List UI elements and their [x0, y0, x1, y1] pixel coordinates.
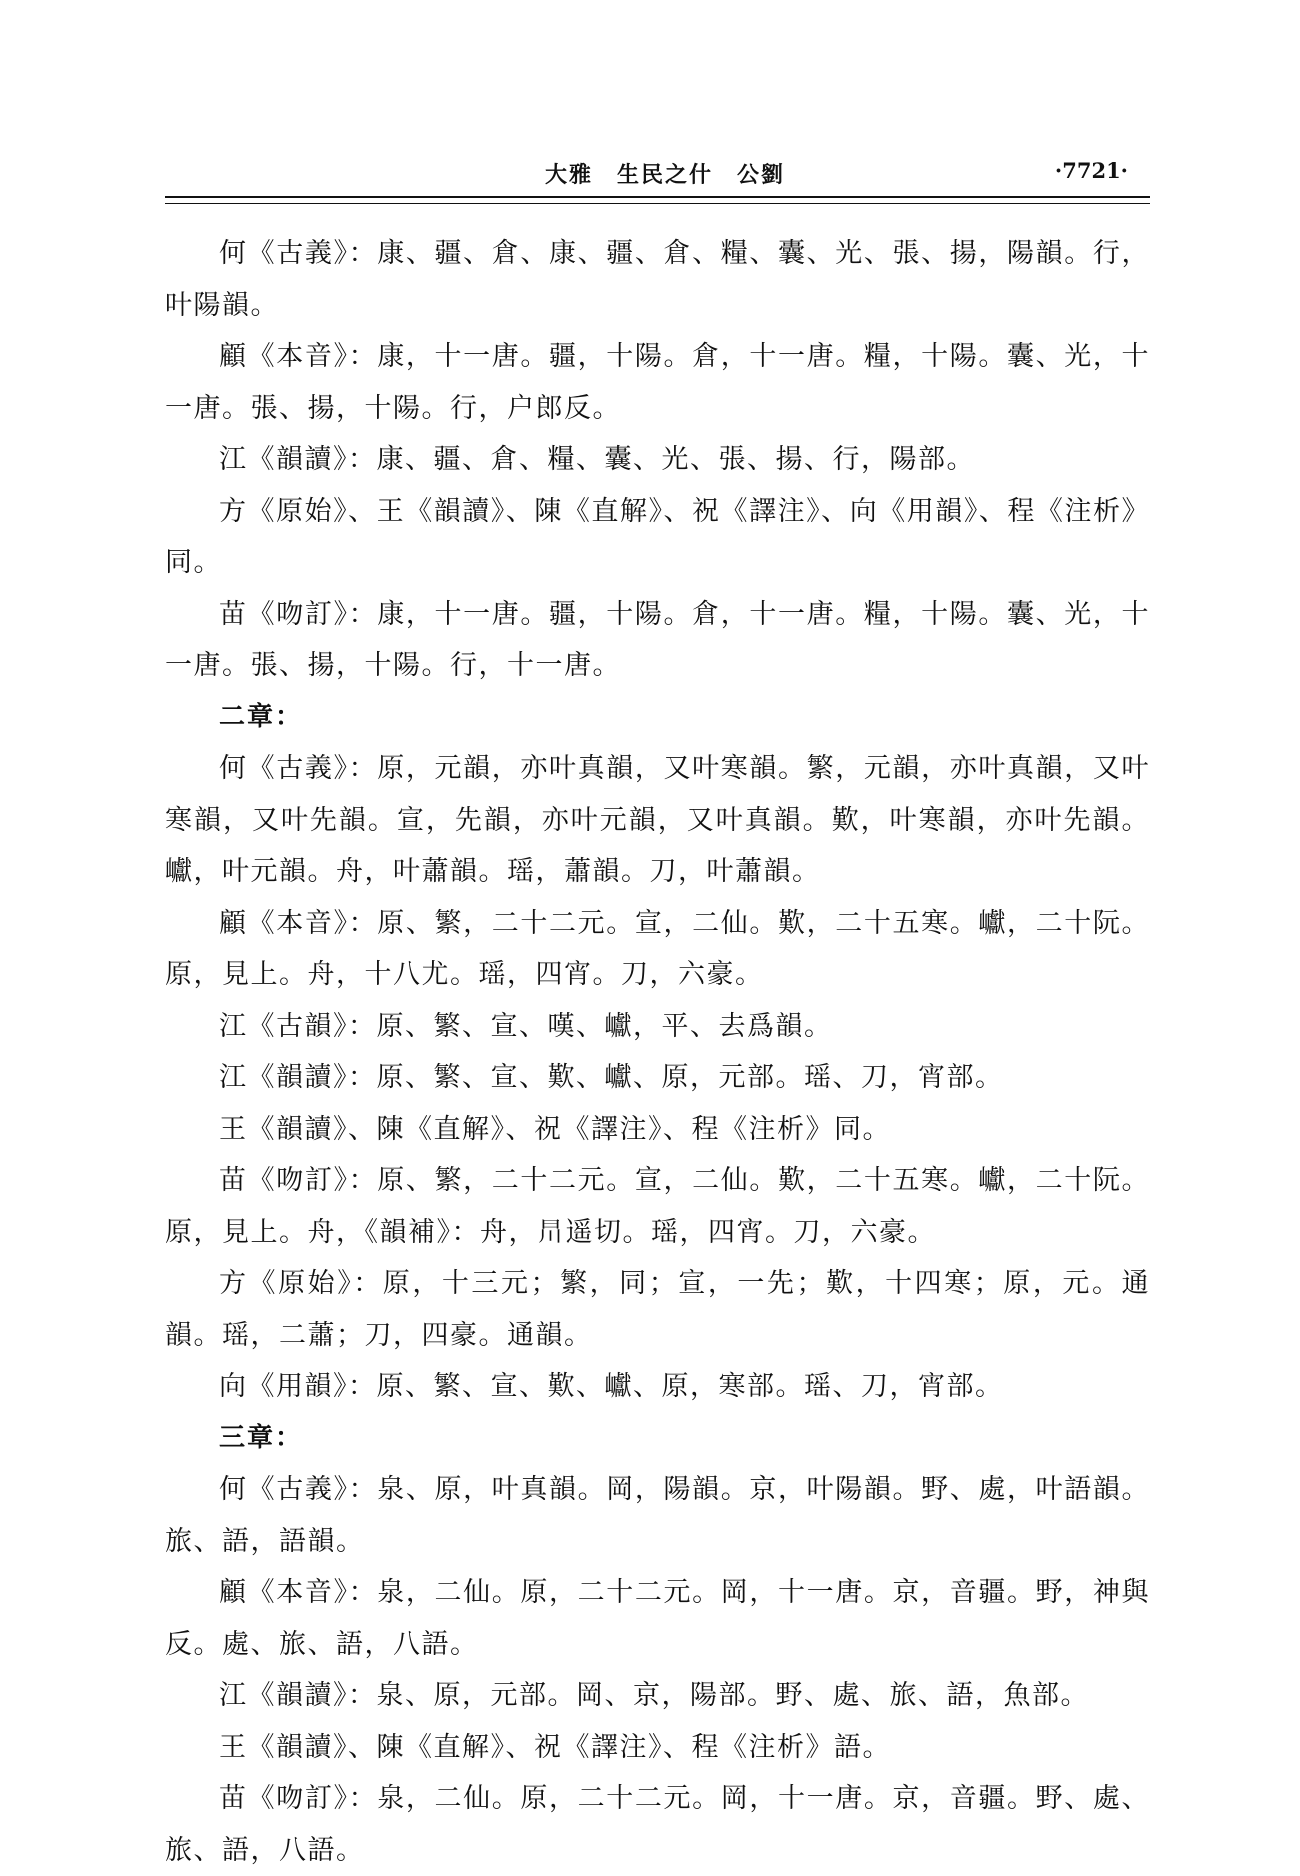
paragraph: 苗《吻訂》：原、繁，二十二元。宣，二仙。歎，二十五寒。巘，二十阮。原，見上。舟，《韻補》：舟，𣅕遥切。瑶，四宵。刀，六豪。 [165, 1165, 1150, 1248]
paragraph: 顧《本音》：泉，二仙。原，二十二元。岡，十一唐。京，音疆。野，神與反。處、旅、語，八語。 [165, 1577, 1150, 1660]
header-rule-thin [165, 203, 1150, 204]
paragraph: 苗《吻訂》：康，十一唐。疆，十陽。倉，十一唐。糧，十陽。囊、光，十一唐。張、揚，十陽。行，十一唐。 [165, 598, 1150, 681]
section-heading: 三章： [219, 1422, 304, 1453]
paragraph: 何《古義》：泉、原，叶真韻。岡，陽韻。京，叶陽韻。野、處，叶語韻。旅、語，語韻。 [165, 1474, 1150, 1557]
paragraph: 向《用韻》：原、繁、宣、歎、巘、原，寒部。瑶、刀，宵部。 [219, 1371, 1004, 1402]
paragraph: 王《韻讀》、陳《直解》、祝《譯注》、程《注析》語。 [219, 1731, 891, 1763]
page-body [165, 228, 1150, 1876]
header-rule [165, 196, 1150, 198]
paragraph: 方《原始》、王《韻讀》、陳《直解》、祝《譯注》、向《用韻》、程《注析》同。 [165, 495, 1150, 578]
running-head: 大雅 生民之什 公劉 [545, 162, 786, 188]
paragraph: 顧《本音》：原、繁，二十二元。宣，二仙。歎，二十五寒。巘，二十阮。原，見上。舟，十八尤。瑶，四宵。刀，六豪。 [165, 907, 1150, 990]
paragraph: 何《古義》：原，元韻，亦叶真韻，又叶寒韻。繁，元韻，亦叶真韻，又叶寒韻，又叶先韻。宣，先韻，亦叶元韻，又叶真韻。歎，叶寒韻，亦叶先韻。巘，叶元韻。舟，叶蕭韻。瑶，蕭韻。刀，叶蕭韻。 [165, 753, 1150, 887]
paragraph: 江《韻讀》：康、疆、倉、糧、囊、光、張、揚、行，陽部。 [219, 444, 975, 475]
paragraph: 方《原始》：原，十三元；繁，同；宣，一先；歎，十四寒；原，元。通韻。瑶，二蕭；刀，四豪。通韻。 [165, 1268, 1150, 1351]
section-heading: 二章： [219, 701, 304, 732]
paragraph: 江《韻讀》：原、繁、宣、歎、巘、原，元部。瑶、刀，宵部。 [219, 1062, 1004, 1093]
paragraph: 何《古義》：康、疆、倉、康、疆、倉、糧、囊、光、張、揚，陽韻。行，叶陽韻。 [165, 238, 1150, 321]
paragraph: 江《韻讀》：泉、原，元部。岡、京，陽部。野、處、旅、語，魚部。 [219, 1680, 1089, 1711]
paragraph: 顧《本音》：康，十一唐。疆，十陽。倉，十一唐。糧，十陽。囊、光，十一唐。張、揚，十陽。行，户郎反。 [165, 341, 1150, 424]
paragraph: 王《韻讀》、陳《直解》、祝《譯注》、程《注析》同。 [219, 1113, 891, 1145]
page-number: ·7721· [1054, 158, 1128, 183]
paragraph: 苗《吻訂》：泉，二仙。原，二十二元。岡，十一唐。京，音疆。野、處、旅、語，八語。 [165, 1783, 1150, 1866]
paragraph: 江《古韻》：原、繁、宣、嘆、巘，平、去爲韻。 [219, 1010, 833, 1042]
page-header [165, 158, 1150, 198]
